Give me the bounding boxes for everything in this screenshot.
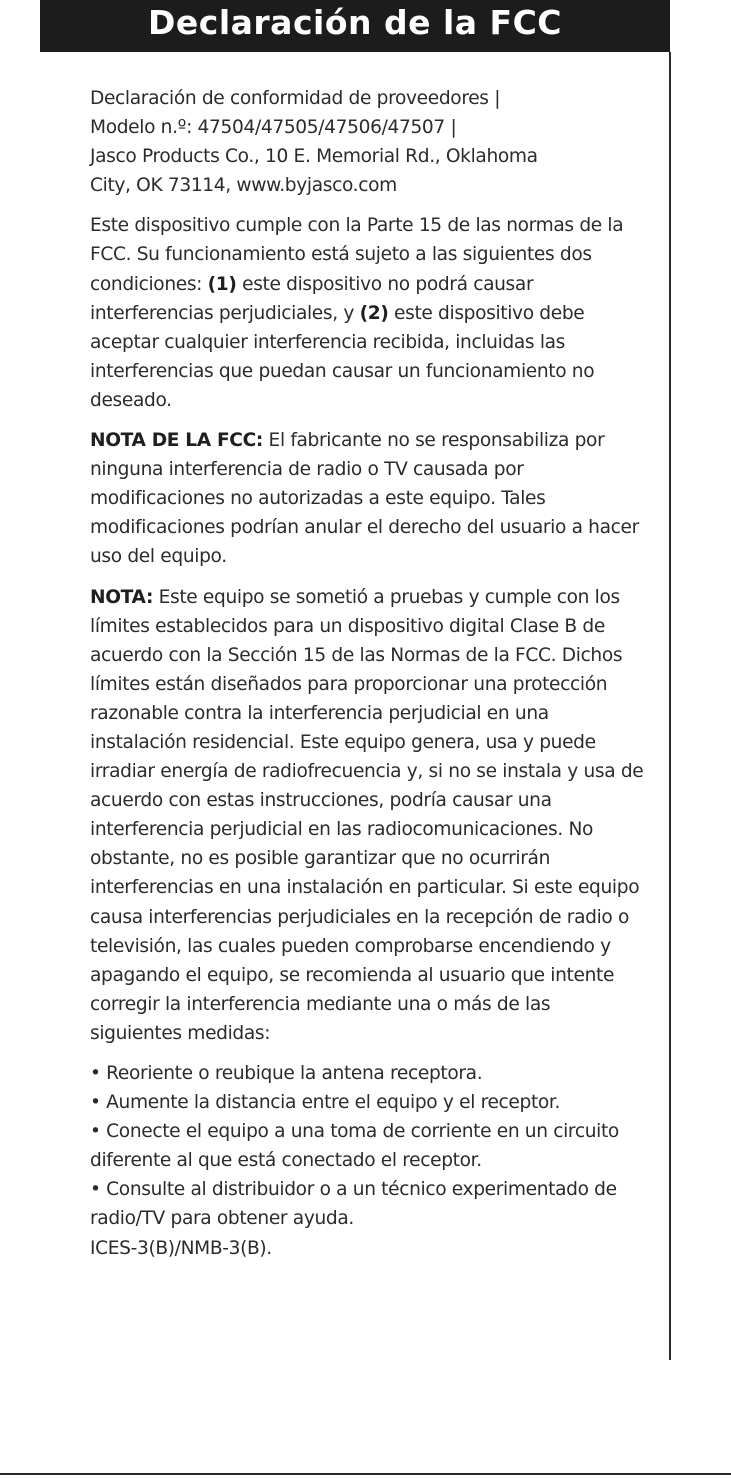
note-text: Este equipo se sometió a pruebas y cumple con los límites establecidos para un dispositivo digital Clase B de acuerdo con la Sección 15 de las Normas de la FCC. Dichos límites están diseñados para proporcionar una protección razonable contra la interferencia perjudicial en una instalación residencial. Este equipo genera, usa y puede irradiar energía de radiofrecuencia y, si no se instala y usa de acuerdo con estas instrucciones, podría causar una interferencia perjudicial en las radiocomunicaciones. No obstante, no es posible garantizar que no ocurrirán interferencias en una instalación en particular. Si este equipo causa interferencias perjudiciales en la recepción de radio o televisión, las cuales pueden comprobarse encendiendo y apagando el equipo, se recomienda al usuario que intente corregir la interferencia mediante una o más de las siguientes medidas:: [90, 586, 644, 1044]
fcc-note-label: NOTA DE LA FCC:: [90, 430, 263, 452]
compliance-text-3: este dispositivo debe aceptar cualquier interferencia recibida, incluidas las interferencias que puedan causar un funcionamiento no deseado.: [90, 302, 595, 411]
fcc-note-paragraph: [90, 426, 645, 571]
bottom-divider: [0, 1473, 731, 1475]
page-title: Declaración de la FCC: [147, 2, 563, 42]
measure-item: • Aumente la distancia entre el equipo y el receptor.: [90, 1092, 561, 1114]
compliance-paragraph: [90, 211, 645, 415]
supplier-line-3: Jasco Products Co., 10 E. Memorial Rd., Oklahoma: [90, 146, 538, 168]
right-divider: [669, 52, 671, 1360]
supplier-declaration: [90, 84, 645, 200]
condition-2-number: (2): [359, 302, 389, 324]
compliance-text-1: Este dispositivo cumple con la Parte 15 de las normas de la FCC. Su funcionamiento está sujeto a las siguientes dos condiciones:: [90, 215, 624, 295]
compliance-text-2: este dispositivo no podrá causar interferencias perjudiciales, y: [90, 273, 534, 324]
supplier-line-4: City, OK 73114, www.byjasco.com: [90, 175, 397, 197]
ices-compliance: ICES-3(B)/NMB-3(B).: [90, 1237, 272, 1259]
supplier-line-2: Modelo n.º: 47504/47505/47506/47507 |: [90, 117, 457, 139]
fcc-note-text: El fabricante no se responsabiliza por ninguna interferencia de radio o TV causada por modificaciones no autorizadas a este equipo. Tales modificaciones podrían anular el derecho del usuario a hacer uso del equipo.: [90, 430, 639, 568]
condition-1-number: (1): [207, 273, 237, 295]
note-label: NOTA:: [90, 586, 154, 608]
header-bar: [40, 0, 670, 52]
measure-item: • Conecte el equipo a una toma de corriente en un circuito diferente al que está conectado el receptor.: [90, 1121, 619, 1172]
note-paragraph: [90, 583, 645, 1049]
measures-list: [90, 1059, 645, 1263]
measure-item: • Reoriente o reubique la antena receptora.: [90, 1063, 483, 1084]
document-body: [90, 84, 645, 1263]
supplier-line-1: Declaración de conformidad de proveedores |: [90, 88, 501, 109]
measure-item: • Consulte al distribuidor o a un técnico experimentado de radio/TV para obtener ayuda.: [90, 1179, 617, 1230]
